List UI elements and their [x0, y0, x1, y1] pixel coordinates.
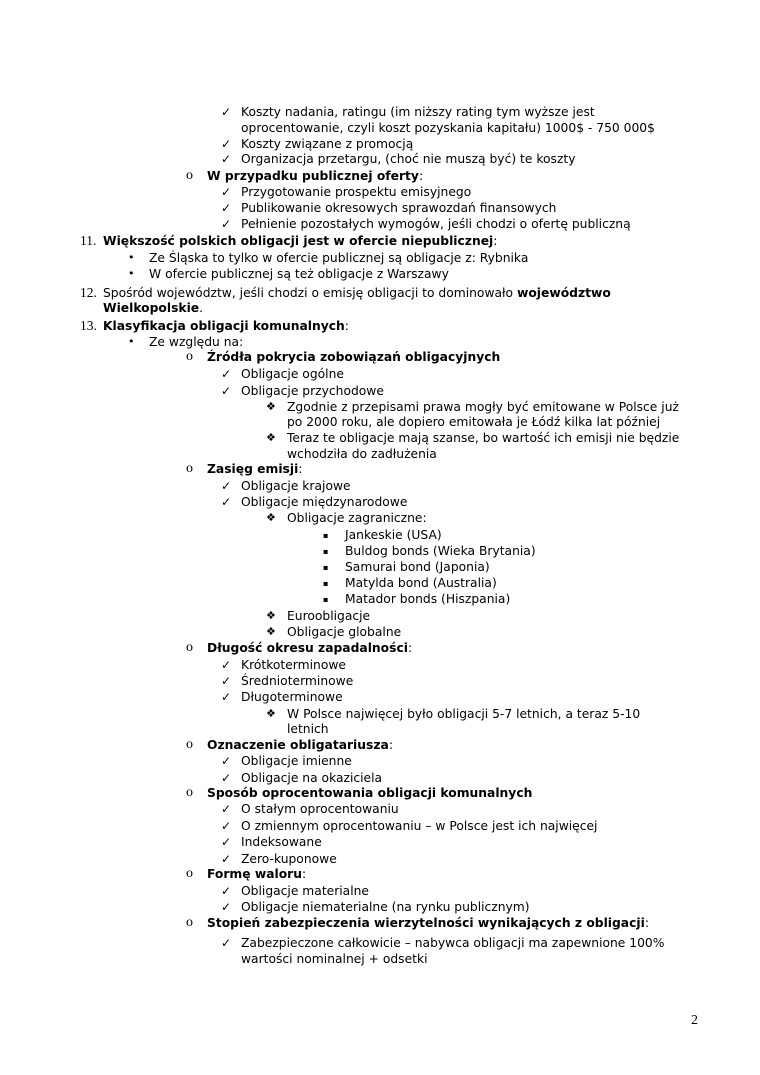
plain-text: : — [418, 169, 424, 183]
plain-text: Organizacja przetargu, (choć nie muszą być) te koszty — [241, 152, 576, 166]
line-text — [241, 120, 655, 136]
line-text — [345, 543, 536, 559]
diamond-bullet-icon: ❖ — [266, 431, 276, 444]
line-text — [241, 899, 530, 915]
plain-text: Obligacje niematerialne (na rynku publicznym) — [241, 900, 530, 914]
line-text — [287, 446, 437, 462]
line-text — [287, 510, 427, 526]
line-text — [241, 216, 631, 232]
diamond-bullet-icon: ❖ — [266, 400, 276, 413]
line-text — [345, 575, 497, 591]
line-text — [287, 399, 679, 415]
dot-bullet-icon: • — [128, 267, 135, 280]
line-text — [149, 250, 528, 266]
plain-text: Ze Śląska to tylko w ofercie publicznej są obligacje z: Rybnika — [149, 251, 529, 265]
line-text — [241, 753, 352, 769]
square-bullet-icon: ▪ — [323, 531, 329, 540]
checkmark-bullet-icon: ✓ — [221, 658, 232, 672]
plain-text: Obligacje imienne — [241, 754, 352, 768]
plain-text: Obligacje na okaziciela — [241, 771, 383, 785]
checkmark-bullet-icon: ✓ — [221, 384, 232, 398]
line-text — [241, 104, 595, 120]
plain-text: Obligacje krajowe — [241, 479, 351, 493]
line-text — [287, 721, 329, 737]
plain-text: O zmiennym oprocentowaniu – w Polsce jest ich najwięcej — [241, 819, 598, 833]
line-text — [241, 200, 556, 216]
plain-text: oprocentowanie, czyli koszt pozyskania kapitału) 1000$ - 750 000$ — [241, 121, 655, 135]
checkmark-bullet-icon: ✓ — [221, 185, 232, 199]
circle-bullet-icon: o — [186, 461, 193, 476]
plain-text: Koszty nadania, ratingu (im niższy rating tym wyższe jest — [241, 105, 595, 119]
bold-text: Stopień zabezpieczenia wierzytelności wynikających z obligacji — [207, 916, 645, 930]
bold-text: Sposób oprocentowania obligacji komunalnych — [207, 786, 533, 800]
plain-text: O stałym oprocentowaniu — [241, 802, 399, 816]
plain-text: Spośród województw, jeśli chodzi o emisję obligacji to dominowało — [103, 286, 517, 300]
line-text — [207, 640, 412, 656]
plain-text: Długoterminowe — [241, 690, 343, 704]
plain-text: W ofercie publicznej są też obligacje z Warszawy — [149, 267, 449, 281]
diamond-bullet-icon: ❖ — [266, 609, 276, 622]
line-text — [207, 349, 500, 365]
plain-text: Zgodnie z przepisami prawa mogły być emitowane w Polsce już — [287, 400, 679, 414]
bold-text: Formę waloru — [207, 867, 302, 881]
line-text — [241, 770, 382, 786]
square-bullet-icon: ▪ — [323, 563, 329, 572]
line-text — [241, 951, 428, 967]
plain-text: Obligacje ogólne — [241, 367, 344, 381]
line-text — [207, 168, 423, 184]
checkmark-bullet-icon: ✓ — [221, 835, 232, 849]
diamond-bullet-icon: ❖ — [266, 511, 276, 524]
plain-text: Średnioterminowe — [241, 674, 354, 688]
bold-text: Klasyfikacja obligacji komunalnych — [103, 319, 345, 333]
line-text — [241, 673, 353, 689]
checkmark-bullet-icon: ✓ — [221, 674, 232, 688]
plain-text: Obligacje materialne — [241, 884, 369, 898]
line-text — [241, 657, 346, 673]
circle-bullet-icon: o — [186, 349, 193, 364]
line-text — [241, 689, 343, 705]
plain-text: : — [302, 867, 307, 881]
dot-bullet-icon: • — [128, 335, 135, 348]
square-bullet-icon: ▪ — [323, 579, 329, 588]
line-text — [207, 915, 649, 931]
plain-text: Zabezpieczone całkowicie – nabywca obligacji ma zapewnione 100% — [241, 936, 665, 950]
circle-bullet-icon: o — [186, 785, 193, 800]
line-text — [103, 300, 203, 316]
line-text — [287, 608, 370, 624]
line-text — [345, 559, 490, 575]
plain-text: Obligacje globalne — [287, 625, 402, 639]
line-text — [287, 624, 401, 640]
plain-text: wchodziła do zadłużenia — [287, 447, 437, 461]
checkmark-bullet-icon: ✓ — [221, 884, 232, 898]
plain-text: W Polsce najwięcej było obligacji 5-7 letnich, a teraz 5-10 — [287, 707, 641, 721]
checkmark-bullet-icon: ✓ — [221, 152, 232, 166]
bold-text: Długość okresu zapadalności — [207, 641, 408, 655]
plain-text: Indeksowane — [241, 835, 322, 849]
diamond-bullet-icon: ❖ — [266, 707, 276, 720]
plain-text: Obligacje międzynarodowe — [241, 495, 408, 509]
checkmark-bullet-icon: ✓ — [221, 217, 232, 231]
list-number: 12. — [80, 285, 97, 300]
line-text — [287, 414, 660, 430]
line-text — [241, 478, 351, 494]
plain-text: : — [298, 462, 303, 476]
plain-text: Pełnienie pozostałych wymogów, jeśli chodzi o ofertę publiczną — [241, 217, 631, 231]
bold-text: Źródła pokrycia zobowiązań obligacyjnych — [207, 350, 501, 364]
plain-text: wartości nominalnej + odsetki — [241, 952, 428, 966]
list-number: 13. — [80, 318, 97, 333]
line-text — [287, 430, 679, 446]
circle-bullet-icon: o — [186, 168, 193, 183]
plain-text: : — [644, 916, 649, 930]
line-text — [241, 184, 471, 200]
bold-text: W przypadku publicznej oferty — [207, 169, 419, 183]
line-text — [241, 366, 344, 382]
line-text — [149, 266, 449, 282]
plain-text: Euroobligacje — [287, 609, 371, 623]
circle-bullet-icon: o — [186, 866, 193, 881]
plain-text: Ze względu na: — [149, 335, 244, 349]
plain-text: Buldog bonds (Wieka Brytania) — [345, 544, 536, 558]
checkmark-bullet-icon: ✓ — [221, 105, 232, 119]
line-text — [207, 866, 306, 882]
list-number: 11. — [80, 233, 97, 248]
line-text — [207, 785, 532, 801]
line-text — [241, 151, 576, 167]
checkmark-bullet-icon: ✓ — [221, 201, 232, 215]
line-text — [207, 737, 393, 753]
plain-text: Zero-kuponowe — [241, 852, 337, 866]
line-text — [103, 318, 349, 334]
plain-text: Obligacje zagraniczne: — [287, 511, 427, 525]
line-text — [345, 527, 442, 543]
checkmark-bullet-icon: ✓ — [221, 495, 232, 509]
checkmark-bullet-icon: ✓ — [221, 771, 232, 785]
plain-text: : — [388, 738, 393, 752]
dot-bullet-icon: • — [128, 251, 135, 264]
plain-text: . — [199, 301, 204, 315]
checkmark-bullet-icon: ✓ — [221, 819, 232, 833]
plain-text: Krótkoterminowe — [241, 658, 346, 672]
plain-text: Matylda bond (Australia) — [345, 576, 497, 590]
line-text — [149, 334, 243, 350]
line-text — [103, 285, 611, 301]
plain-text: letnich — [287, 722, 329, 736]
plain-text: Samurai bond (Japonia) — [345, 560, 490, 574]
line-text — [345, 591, 510, 607]
line-text — [241, 883, 369, 899]
plain-text: Koszty związane z promocją — [241, 137, 414, 151]
plain-text: Obligacje przychodowe — [241, 384, 384, 398]
checkmark-bullet-icon: ✓ — [221, 802, 232, 816]
line-text — [207, 461, 302, 477]
checkmark-bullet-icon: ✓ — [221, 367, 232, 381]
checkmark-bullet-icon: ✓ — [221, 479, 232, 493]
plain-text: : — [407, 641, 413, 655]
bold-text: województwo — [516, 286, 611, 300]
checkmark-bullet-icon: ✓ — [221, 690, 232, 704]
line-text — [241, 834, 322, 850]
bold-text: Wielkopolskie — [103, 301, 200, 315]
bold-text: Oznaczenie obligatariusza — [207, 738, 389, 752]
plain-text: Jankeskie (USA) — [345, 528, 442, 542]
page-number: 2 — [691, 1013, 698, 1028]
line-text — [241, 383, 384, 399]
plain-text: : — [493, 234, 498, 248]
plain-text: Matador bonds (Hiszpania) — [345, 592, 511, 606]
square-bullet-icon: ▪ — [323, 547, 329, 556]
plain-text: Publikowanie okresowych sprawozdań finansowych — [241, 201, 557, 215]
line-text — [103, 233, 497, 249]
line-text — [241, 851, 337, 867]
plain-text: Przygotowanie prospektu emisyjnego — [241, 185, 472, 199]
plain-text: po 2000 roku, ale dopiero emitowała je Łódź kilka lat później — [287, 415, 661, 429]
plain-text: Teraz te obligacje mają szanse, bo wartość ich emisji nie będzie — [287, 431, 680, 445]
circle-bullet-icon: o — [186, 915, 193, 930]
line-text — [241, 801, 399, 817]
diamond-bullet-icon: ❖ — [266, 625, 276, 638]
bold-text: Większość polskich obligacji jest w ofercie niepublicznej — [103, 234, 494, 248]
square-bullet-icon: ▪ — [323, 595, 329, 604]
bold-text: Zasięg emisji — [207, 462, 299, 476]
checkmark-bullet-icon: ✓ — [221, 936, 232, 950]
checkmark-bullet-icon: ✓ — [221, 852, 232, 866]
plain-text: : — [344, 319, 349, 333]
line-text — [287, 706, 640, 722]
line-text — [241, 136, 413, 152]
circle-bullet-icon: o — [186, 640, 193, 655]
line-text — [241, 818, 597, 834]
checkmark-bullet-icon: ✓ — [221, 754, 232, 768]
checkmark-bullet-icon: ✓ — [221, 137, 232, 151]
circle-bullet-icon: o — [186, 737, 193, 752]
line-text — [241, 935, 664, 951]
line-text — [241, 494, 407, 510]
checkmark-bullet-icon: ✓ — [221, 900, 232, 914]
